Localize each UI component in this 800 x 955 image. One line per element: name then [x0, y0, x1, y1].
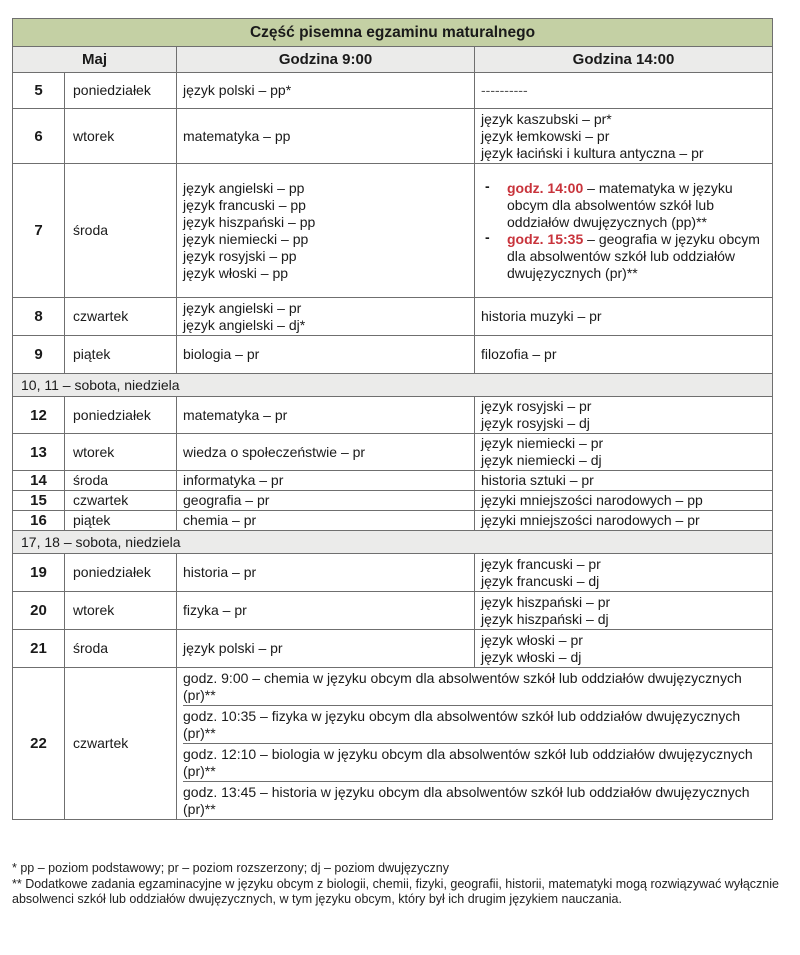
- exam-entry: filozofia – pr: [481, 346, 557, 362]
- morning-cell: [177, 630, 475, 668]
- footnote-bilingual: ** Dodatkowe zadania egzaminacyjne w języku obcym z biologii, chemii, fizyki, geografii, historii, matematyki mogą rozwiązywać wyłącznie absolwenci szkół lub oddziałów dwujęzycznych, w tym języku obcym, który był ich drugim językiem nauczania.: [12, 876, 779, 906]
- afternoon-cell: [475, 397, 773, 434]
- morning-cell: [177, 511, 475, 531]
- exam-entry: języki mniejszości narodowych – pr: [481, 512, 700, 528]
- morning-cell: [177, 471, 475, 491]
- exam-entry: matematyka – pp: [183, 127, 291, 144]
- morning-cell: [177, 491, 475, 511]
- weekday: piątek: [65, 336, 177, 374]
- morning-cell: [177, 73, 475, 109]
- weekday: wtorek: [65, 109, 177, 164]
- weekday: piątek: [65, 511, 177, 531]
- table-row: [13, 73, 773, 109]
- exam-entry: język francuski – dj: [481, 572, 600, 589]
- morning-cell: [177, 434, 475, 471]
- footnotes: [12, 861, 782, 908]
- exam-entry: język hiszpański – pr: [481, 593, 611, 610]
- afternoon-cell: [475, 434, 773, 471]
- afternoon-cell: [475, 491, 773, 511]
- exam-entry: język włoski – dj: [481, 648, 582, 665]
- exam-entry: język włoski – pr: [481, 631, 583, 648]
- exam-entry: matematyka – pr: [183, 406, 288, 423]
- weekday: poniedziałek: [65, 554, 177, 592]
- weekday: czwartek: [65, 491, 177, 511]
- exam-entry: język hiszpański – pp: [183, 213, 316, 230]
- exam-entry: język niemiecki – pp: [183, 230, 309, 247]
- day-number: 7: [13, 164, 65, 298]
- exam-entry: informatyka – pr: [183, 472, 284, 488]
- exam-time: godz. 14:00: [507, 179, 584, 196]
- exam-entry: język łaciński i kultura antyczna – pr: [481, 144, 704, 161]
- day-number: 13: [13, 434, 65, 471]
- exam-entry: biologia – pr: [183, 346, 260, 362]
- exam-entry: godz. 10:35 – fizyka w języku obcym dla absolwentów szkół lub oddziałów dwujęzycznych (pr)**: [183, 706, 772, 744]
- morning-cell: [177, 554, 475, 592]
- morning-cell: [177, 164, 475, 298]
- weekend-row: [13, 374, 773, 397]
- table-row: [13, 298, 773, 336]
- morning-cell: [177, 109, 475, 164]
- table-row: [13, 554, 773, 592]
- exam-entry: fizyka – pr: [183, 602, 247, 618]
- table-title: Część pisemna egzaminu maturalnego: [13, 19, 773, 47]
- day-number: 22: [13, 668, 65, 820]
- day-number: 15: [13, 491, 65, 511]
- exam-entry: język łemkowski – pr: [481, 127, 610, 144]
- afternoon-cell: [475, 554, 773, 592]
- day-number: 19: [13, 554, 65, 592]
- afternoon-cell: [475, 109, 773, 164]
- morning-cell: [177, 397, 475, 434]
- table-row: [13, 511, 773, 531]
- schedule-table: [12, 18, 773, 820]
- exam-entry: język niemiecki – pr: [481, 435, 604, 451]
- table-row: [13, 109, 773, 164]
- weekend-label: 10, 11 – sobota, niedziela: [13, 374, 773, 397]
- header-row: [13, 47, 773, 73]
- table-row: [13, 397, 773, 434]
- exam-entry: język francuski – pr: [481, 555, 601, 572]
- exam-entry: historia sztuki – pr: [481, 472, 594, 488]
- exam-schedule: [12, 18, 772, 820]
- afternoon-cell: [475, 592, 773, 630]
- exam-time: godz. 15:35: [507, 230, 584, 247]
- exam-entry: język angielski – pr: [183, 299, 302, 316]
- table-row: [13, 336, 773, 374]
- table-row: [13, 471, 773, 491]
- weekend-row: [13, 531, 773, 554]
- day-number: 16: [13, 511, 65, 531]
- exam-entry: język włoski – pp: [183, 264, 289, 281]
- day-number: 5: [13, 73, 65, 109]
- afternoon-cell: [475, 471, 773, 491]
- exam-entry: język francuski – pp: [183, 196, 306, 213]
- exam-entry: historia – pr: [183, 564, 257, 580]
- weekday: poniedziałek: [65, 397, 177, 434]
- exam-text: – matematyka w języku obcym dla absolwentów szkół lub oddziałów dwujęzycznych (pp)**: [507, 179, 733, 230]
- header-afternoon: Godzina 14:00: [475, 47, 773, 73]
- exam-entry: język rosyjski – pr: [481, 398, 592, 414]
- morning-cell: [177, 336, 475, 374]
- table-row: [13, 630, 773, 668]
- header-morning: Godzina 9:00: [177, 47, 475, 73]
- table-row: [13, 491, 773, 511]
- afternoon-cell: [475, 73, 773, 109]
- day-number: 6: [13, 109, 65, 164]
- table-row: [13, 434, 773, 471]
- exam-entry: geografia – pr: [183, 492, 270, 508]
- afternoon-cell: [475, 511, 773, 531]
- exam-entry: język rosyjski – dj: [481, 415, 590, 431]
- bilingual-exam-entry: [481, 231, 766, 282]
- day-number: 20: [13, 592, 65, 630]
- day-number: 12: [13, 397, 65, 434]
- exam-entry: języki mniejszości narodowych – pp: [481, 492, 703, 508]
- exam-entry: historia muzyki – pr: [481, 308, 602, 324]
- exam-entry: chemia – pr: [183, 512, 257, 528]
- day-number: 8: [13, 298, 65, 336]
- day-number: 14: [13, 471, 65, 491]
- bilingual-exams-cell: [177, 668, 773, 820]
- weekday: wtorek: [65, 434, 177, 471]
- day-number: 21: [13, 630, 65, 668]
- footnote-levels: * pp – poziom podstawowy; pr – poziom rozszerzony; dj – poziom dwujęzyczny: [12, 861, 450, 875]
- afternoon-cell: [475, 164, 773, 298]
- weekday: poniedziałek: [65, 73, 177, 109]
- table-row: [13, 164, 773, 298]
- weekday: czwartek: [65, 298, 177, 336]
- bilingual-exam-entry: [481, 180, 766, 231]
- exam-entry: wiedza o społeczeństwie – pr: [183, 443, 366, 460]
- exam-entry: ----------: [481, 82, 528, 98]
- exam-entry: język kaszubski – pr*: [481, 110, 612, 127]
- weekday: środa: [65, 164, 177, 298]
- afternoon-cell: [475, 298, 773, 336]
- exam-entry: godz. 12:10 – biologia w języku obcym dla absolwentów szkół lub oddziałów dwujęzycznych (pr)**: [183, 744, 772, 782]
- exam-entry: język polski – pp*: [183, 82, 292, 98]
- exam-entry: język angielski – pp: [183, 179, 305, 196]
- title-row: [13, 19, 773, 47]
- weekday: środa: [65, 630, 177, 668]
- weekday: czwartek: [65, 668, 177, 820]
- table-row: [13, 668, 773, 820]
- morning-cell: [177, 298, 475, 336]
- exam-entry: godz. 13:45 – historia w języku obcym dla absolwentów szkół lub oddziałów dwujęzycznych (pr)**: [183, 784, 750, 817]
- exam-entry: godz. 9:00 – chemia w języku obcym dla absolwentów szkół lub oddziałów dwujęzycznych (pr)**: [183, 668, 772, 706]
- exam-entry: język niemiecki – dj: [481, 452, 602, 468]
- weekday: środa: [65, 471, 177, 491]
- table-row: [13, 592, 773, 630]
- exam-entry: język angielski – dj*: [183, 316, 306, 333]
- exam-text: – geografia w języku obcym dla absolwentów szkół lub oddziałów dwujęzycznych (pr)**: [507, 230, 760, 281]
- weekend-label: 17, 18 – sobota, niedziela: [13, 531, 773, 554]
- exam-entry: język rosyjski – pp: [183, 247, 297, 264]
- exam-entry: język polski – pr: [183, 640, 283, 656]
- weekday: wtorek: [65, 592, 177, 630]
- day-number: 9: [13, 336, 65, 374]
- header-month: Maj: [13, 47, 177, 73]
- afternoon-cell: [475, 630, 773, 668]
- afternoon-cell: [475, 336, 773, 374]
- exam-entry: język hiszpański – dj: [481, 610, 609, 627]
- morning-cell: [177, 592, 475, 630]
